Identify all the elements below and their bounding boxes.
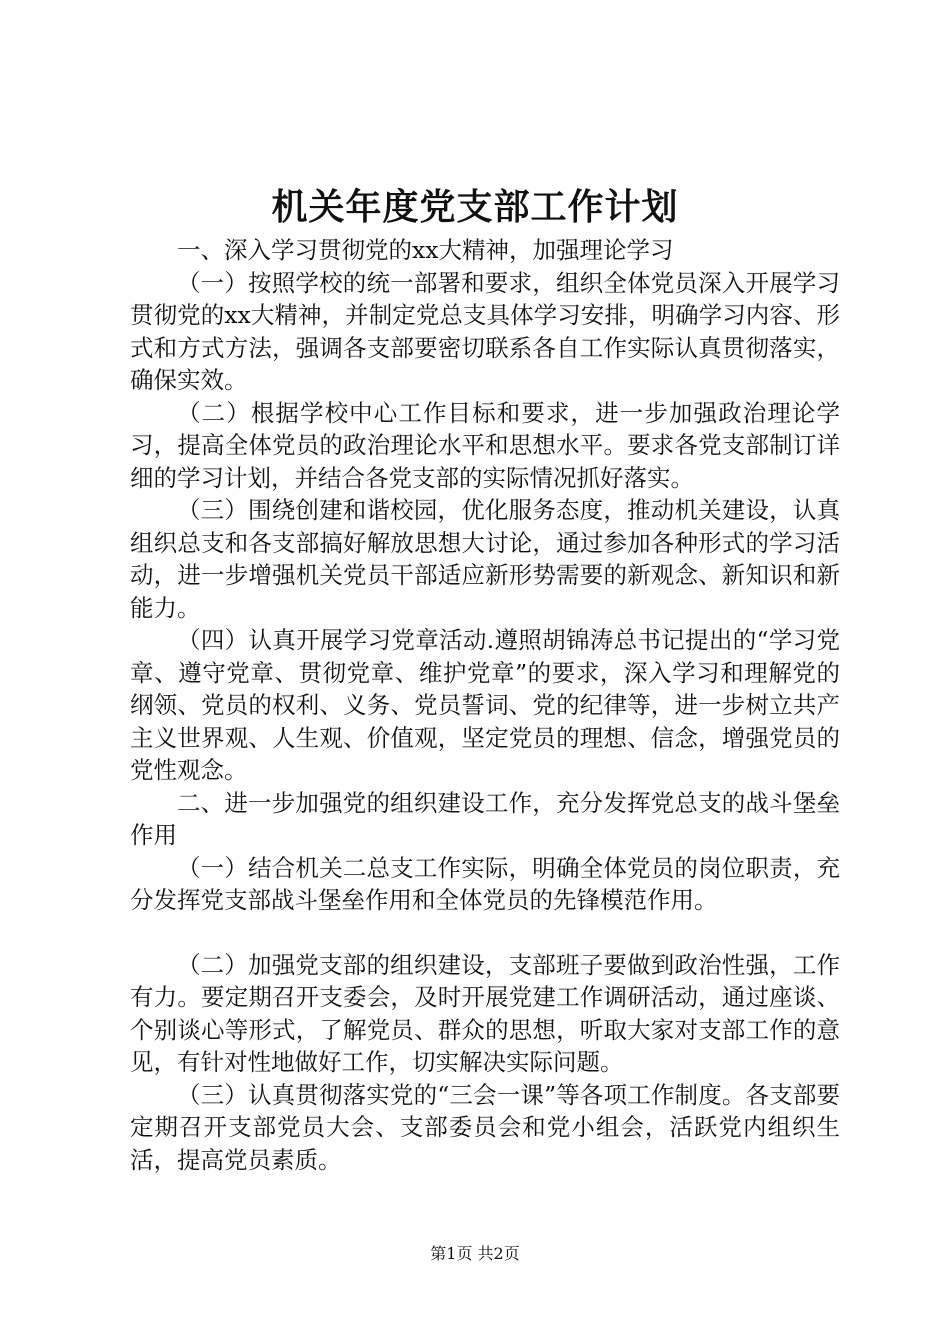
paragraph-2-3: （三）认真贯彻落实党的“三会一课”等各项工作制度。各支部要定期召开支部党员大会、支部委员会和党小组会，活跃党内组织生活，提高党员素质。 bbox=[130, 1080, 840, 1174]
paragraph-2-1: （一）结合机关二总支工作实际，明确全体党员的岗位职责，充分发挥党支部战斗堡垒作用和全体党员的先锋模范作用。 bbox=[130, 853, 840, 914]
document-body bbox=[130, 234, 840, 1176]
section-heading-2: 二、进一步加强党的组织建设工作，充分发挥党总支的战斗堡垒作用 bbox=[130, 788, 840, 849]
paragraph-2-2: （二）加强党支部的组织建设，支部班子要做到政治性强，工作有力。要定期召开支委会，及时开展党建工作调研活动，通过座谈、个别谈心等形式，了解党员、群众的思想，听取大家对支部工作的意见，有针对性地做好工作，切实解决实际问题。 bbox=[130, 950, 840, 1076]
document-title: 机关年度党支部工作计划 bbox=[271, 186, 679, 228]
section-heading-1: 一、深入学习贯彻党的xx大精神，加强理论学习 bbox=[177, 236, 674, 264]
paragraph-1-1: （一）按照学校的统一部署和要求，组织全体党员深入开展学习贯彻党的xx大精神，并制定党总支具体学习安排，明确学习内容、形式和方式方法，强调各支部要密切联系各自工作实际认真贯彻落实，确保实效。 bbox=[130, 268, 840, 394]
page-number-footer: 第1页 共2页 bbox=[430, 1244, 520, 1263]
paragraph-1-4: （四）认真开展学习党章活动.遵照胡锦涛总书记提出的“学习党章、遵守党章、贯彻党章、维护党章”的要求，深入学习和理解党的纲领、党员的权利、义务、党员誓词、党的纪律等，进一步树立共产主义世界观、人生观、价值观，坚定党员的理想、信念，增强党员的党性观念。 bbox=[130, 626, 840, 784]
paragraph-1-2: （二）根据学校中心工作目标和要求，进一步加强政治理论学习，提高全体党员的政治理论水平和思想水平。要求各党支部制订详细的学习计划，并结合各党支部的实际情况抓好落实。 bbox=[130, 398, 840, 492]
paragraph-1-3: （三）围绕创建和谐校园，优化服务态度，推动机关建设，认真组织总支和各支部搞好解放思想大讨论，通过参加各种形式的学习活动，进一步增强机关党员干部适应新形势需要的新观念、新知识和新能力。 bbox=[130, 496, 840, 622]
